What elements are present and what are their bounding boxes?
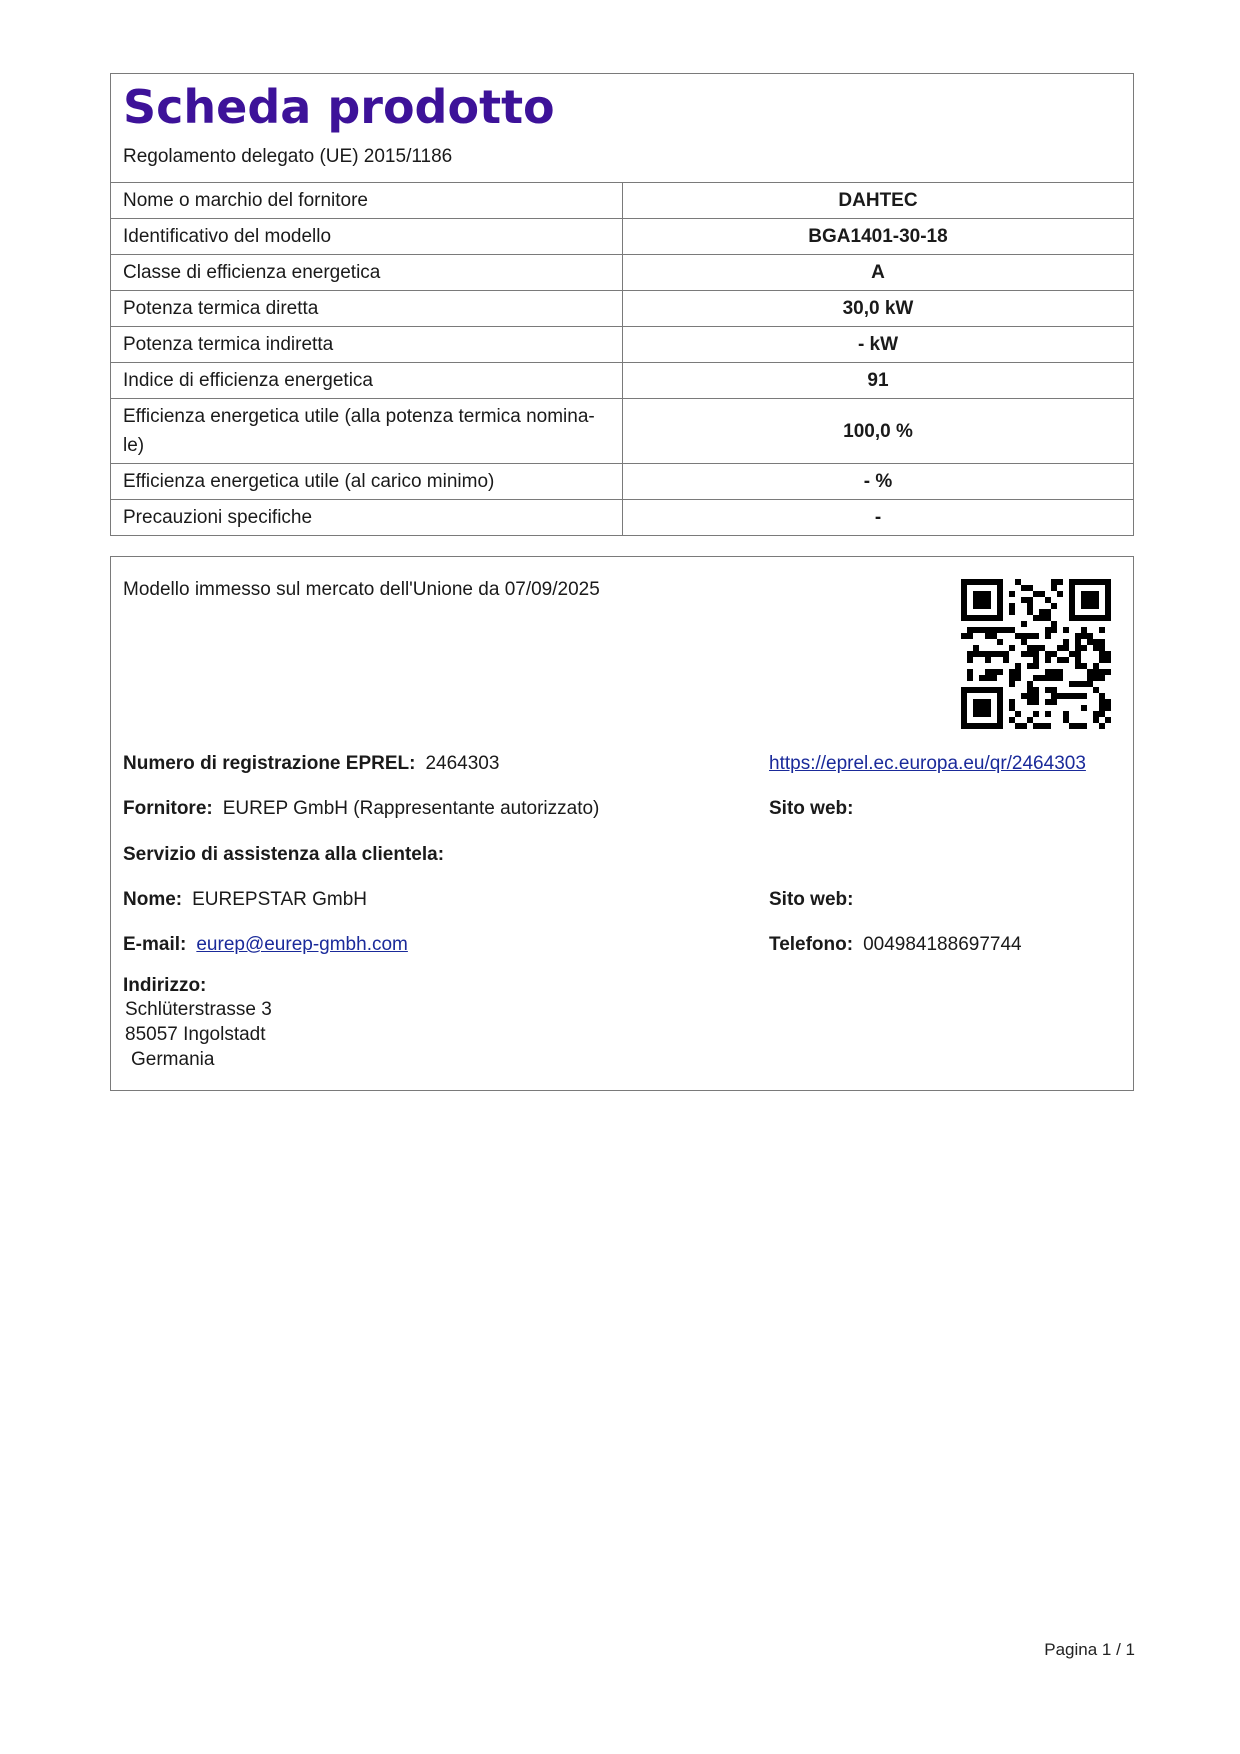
- spec-label: Efficienza energetica utile (al carico minimo): [111, 464, 623, 500]
- website-row: [769, 798, 853, 820]
- table-row: [111, 327, 1133, 363]
- supplier-info-box: [110, 556, 1134, 1091]
- spec-label: Classe di efficienza energetica: [111, 255, 623, 291]
- phone-row: [769, 934, 1022, 956]
- table-row: [111, 399, 1133, 464]
- spec-value: -: [623, 500, 1134, 536]
- address-line: 85057 Ingolstadt: [125, 1024, 266, 1045]
- email-link[interactable]: eurep@eurep-gmbh.com: [196, 934, 408, 955]
- name-row: [123, 889, 367, 911]
- address-line: Germania: [131, 1049, 215, 1070]
- table-row: [111, 363, 1133, 399]
- phone-label: Telefono:: [769, 934, 854, 955]
- address-heading: [123, 975, 206, 997]
- spec-label: Potenza termica diretta: [111, 291, 623, 327]
- email-row: [123, 934, 408, 956]
- spec-label: Precauzioni specifiche: [111, 500, 623, 536]
- spec-value: - kW: [623, 327, 1134, 363]
- name-value: EUREPSTAR GmbH: [192, 889, 368, 910]
- spec-value: - %: [623, 464, 1134, 500]
- spec-label: Nome o marchio del fornitore: [111, 183, 623, 219]
- email-label: E-mail:: [123, 934, 187, 955]
- spec-value: 91: [623, 363, 1134, 399]
- customer-service-heading: [123, 844, 444, 866]
- website2-row: [769, 889, 853, 911]
- name-label: Nome:: [123, 889, 183, 910]
- spec-value: A: [623, 255, 1134, 291]
- page-title: Scheda prodotto: [123, 80, 555, 134]
- table-row: [111, 291, 1133, 327]
- address-block: [123, 997, 272, 1072]
- table-row: [111, 219, 1133, 255]
- spec-value: 30,0 kW: [623, 291, 1134, 327]
- spec-value: BGA1401-30-18: [623, 219, 1134, 255]
- table-row: [111, 464, 1133, 500]
- regulation-subtitle: Regolamento delegato (UE) 2015/1186: [123, 146, 453, 167]
- market-date-text: Modello immesso sul mercato dell'Unione da 07/09/2025: [123, 579, 600, 600]
- address-line: Schlüterstrasse 3: [125, 999, 272, 1020]
- spec-table: [111, 183, 1133, 535]
- table-row: [111, 255, 1133, 291]
- spec-value: 100,0 %: [623, 399, 1134, 464]
- address-label: Indirizzo:: [123, 975, 207, 996]
- supplier-label: Fornitore:: [123, 798, 213, 819]
- eprel-link[interactable]: https://eprel.ec.europa.eu/qr/2464303: [769, 753, 1086, 774]
- page: [110, 73, 1134, 1070]
- supplier-value: EUREP GmbH (Rappresentante autorizzato): [222, 798, 600, 819]
- table-row: [111, 183, 1133, 219]
- spec-label: Efficienza energetica utile (alla potenza termica nomina-le): [111, 399, 623, 464]
- service-label: Servizio di assistenza alla clientela:: [123, 844, 445, 865]
- spec-label: Identificativo del modello: [111, 219, 623, 255]
- website2-label: Sito web:: [769, 889, 854, 910]
- supplier-row: [123, 798, 599, 820]
- spec-value: DAHTEC: [838, 190, 918, 211]
- spec-label: Indice di efficienza energetica: [111, 363, 623, 399]
- website-label: Sito web:: [769, 798, 854, 819]
- eprel-label: Numero di registrazione EPREL:: [123, 753, 416, 774]
- phone-value: 004984188697744: [863, 934, 1022, 955]
- spec-label: Potenza termica indiretta: [111, 327, 623, 363]
- page-number: Pagina 1 / 1: [1044, 1640, 1135, 1659]
- eprel-number: 2464303: [425, 753, 500, 774]
- product-sheet: [110, 73, 1134, 536]
- table-row: [111, 500, 1133, 536]
- sheet-header: [111, 74, 1133, 183]
- eprel-row: [123, 753, 499, 775]
- qr-code-icon[interactable]: [961, 579, 1111, 729]
